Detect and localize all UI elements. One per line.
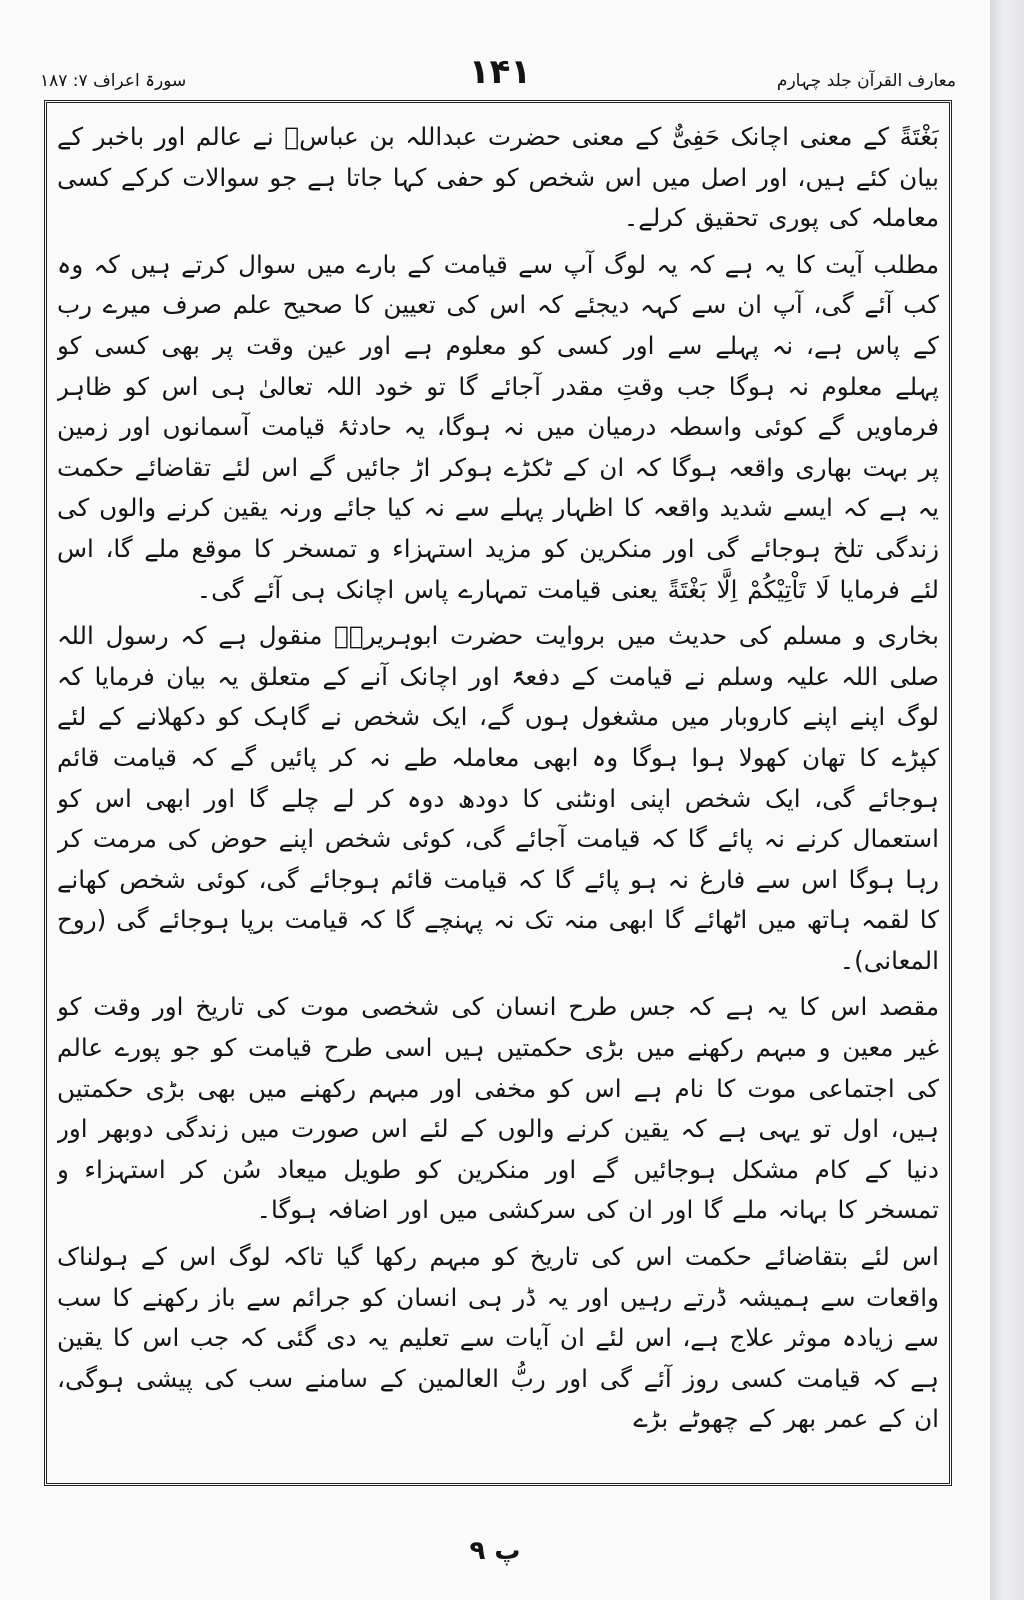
paragraph-purpose: مقصد اس کا یہ ہے کہ جس طرح انسان کی شخصی موت کی تاریخ اور وقت کو غیر معین و مبہم رکھنے میں بڑی حکمتیں ہیں اسی طرح قیامت کو جو پورے عالم کی اجتماعی موت کا نام ہے اس کو مخفی اور مبہم رکھنے میں بھی بڑی حکمتیں ہیں، اول تو یہی ہے کہ یقین کرنے والوں کے لئے اس صورت میں زندگی دوبھر اور دنیا کے کام مشکل ہوجائیں گے اور منکرین کو طویل میعاد سُن کر استہزاء و تمسخر کا بہانہ ملے گا اور ان کی سرکشی میں اور اضافہ ہوگا۔	[57, 992, 939, 1225]
paragraph-word-meanings: بَغْتَةً کے معنی اچانک حَفِیٌّ کے معنی حضرت عبداللہ بن عباسؓ نے عالم اور باخبر کے بیان کئے ہیں، اور اصل میں اس شخص کو حفی کہا جاتا ہے جو سوالات کرکے کسی معاملہ کی پوری تحقیق کرلے۔	[57, 122, 939, 233]
text-body	[57, 117, 939, 1473]
book-spine-edge	[990, 0, 1024, 1600]
running-header-surah-reference: سورۃ اعراف ۷: ۱۸۷	[40, 71, 187, 91]
paragraph-hadith: بخاری و مسلم کی حدیث میں بروایت حضرت ابوہریرہؓ منقول ہے کہ رسول اللہ صلی اللہ علیہ وسلم نے قیامت کے دفعۃً اور اچانک آنے کے متعلق یہ بیان فرمایا کہ لوگ اپنے اپنے کاروبار میں مشغول ہوں گے، ایک شخص نے گاہک کو دکھلانے کے لئے کپڑے کا تھان کھولا ہوا ہوگا وہ ابھی معاملہ طے نہ کر پائیں گے کہ قیامت قائم ہوجائے گی، ایک شخص اپنی اونٹنی کا دودھ دوہ کر لے چلے گا اور ابھی اس کو استعمال کرنے نہ پائے گا کہ قیامت آجائے گی، کوئی شخص اپنے حوض کی مرمت کر رہا ہوگا اس سے فارغ نہ ہو پائے گا کہ قیامت قائم ہوجائے گی، کوئی شخص کھانے کا لقمہ ہاتھ میں اٹھائے گا ابھی منہ تک نہ پہنچے گا کہ قیامت برپا ہوجائے گی (روح المعانی)۔	[57, 621, 939, 975]
text-frame	[44, 100, 952, 1486]
running-header-book-title: معارف القرآن جلد چہارم	[776, 71, 956, 91]
page-number: ۱۴۱	[468, 52, 532, 92]
paragraph-verse-meaning: مطلب آیت کا یہ ہے کہ یہ لوگ آپ سے قیامت کے بارے میں سوال کرتے ہیں کہ وہ کب آئے گی، آپ ان سے کہہ دیجئے کہ اس کی تعیین کا صحیح علم صرف میرے رب کے پاس ہے، نہ پہلے سے اور کسی کو معلوم ہے اور عین وقت پر بھی کسی کو پہلے معلوم نہ ہوگا جب وقتِ مقدر آجائے گا تو خود اللہ تعالیٰ ہی اس کو ظاہر فرماویں گے کوئی واسطہ درمیان میں نہ ہوگا، یہ حادثۂ قیامت آسمانوں اور زمین پر بہت بھاری واقعہ ہوگا کہ ان کے ٹکڑے ہوکر اڑ جائیں گے اس لئے تقاضائے حکمت یہ ہے کہ ایسے شدید واقعہ کا اظہار پہلے سے نہ کیا جائے ورنہ یقین کرنے والوں کی زندگی تلخ ہوجائے گی اور منکرین کو مزید استہزاء و تمسخر کا موقع ملے گا، اس لئے فرمایا لَا تَاْتِیْکُمْ اِلَّا بَغْتَةً یعنی قیامت تمہارے پاس اچانک ہی آئے گی۔	[57, 249, 939, 604]
paragraph-wisdom: اس لئے بتقاضائے حکمت اس کی تاریخ کو مبہم رکھا گیا تاکہ لوگ اس کے ہولناک واقعات سے ہمیشہ ڈرتے رہیں اور یہ ڈر ہی انسان کو جرائم سے باز رکھنے کا سب سے زیادہ موثر علاج ہے، اس لئے ان آیات سے تعلیم یہ دی گئی کہ جب اس کا یقین ہے کہ قیامت کسی روز آئے گی اور ربُّ العالمین کے سامنے سب کی پیشی ہوگی، ان کے عمر بھر کے چھوٹے بڑے	[57, 1242, 939, 1434]
signature-mark: پ ۹	[469, 1536, 521, 1566]
